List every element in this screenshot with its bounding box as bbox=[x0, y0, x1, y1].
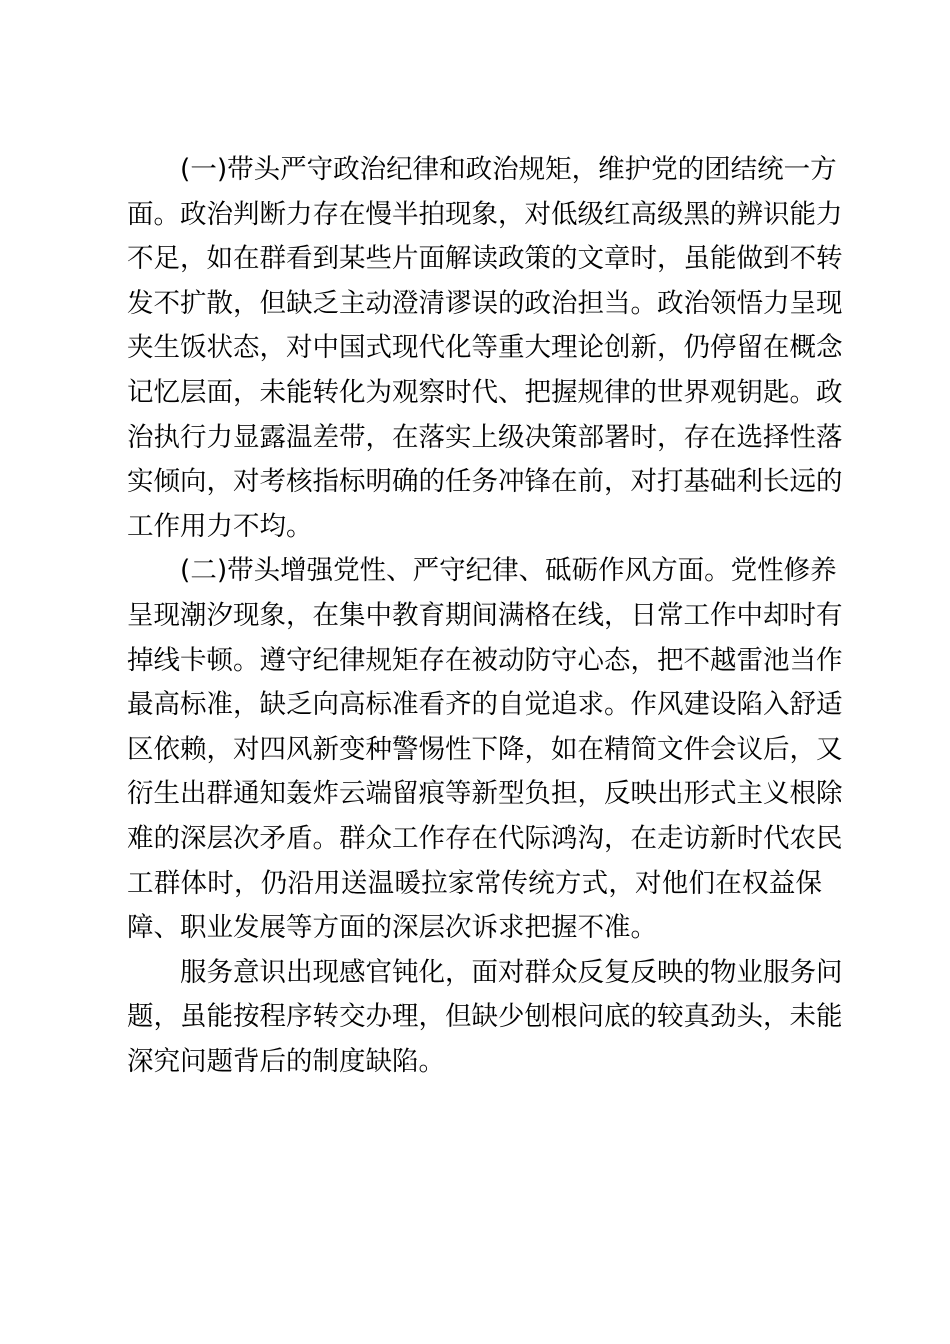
text-line: (二)带头增强党性、严守纪律、砥砺作风方面。党性修养 bbox=[180, 555, 837, 587]
text-line: 工作用力不均。 bbox=[127, 510, 313, 542]
text-line: 题，虽能按程序转交办理，但缺少刨根问底的较真劲头，未能 bbox=[127, 1001, 843, 1033]
text-line: 深究问题背后的制度缺陷。 bbox=[127, 1045, 445, 1077]
paragraph-2 bbox=[127, 549, 843, 950]
text-line: 实倾向，对考核指标明确的任务冲锋在前，对打基础利长远的 bbox=[127, 466, 843, 498]
text-line: 服务意识出现感官钝化，面对群众反复反映的物业服务问 bbox=[180, 956, 843, 988]
text-line: 区依赖，对四风新变种警惕性下降，如在精简文件会议后，又 bbox=[127, 733, 843, 765]
text-line: 夹生饭状态，对中国式现代化等重大理论创新，仍停留在概念 bbox=[127, 332, 843, 364]
text-line: 记忆层面，未能转化为观察时代、把握规律的世界观钥匙。政 bbox=[127, 376, 843, 408]
text-line: 衍生出群通知轰炸云端留痕等新型负担，反映出形式主义根除 bbox=[127, 778, 843, 810]
text-line: 最高标准，缺乏向高标准看齐的自觉追求。作风建设陷入舒适 bbox=[127, 689, 843, 721]
text-line: 面。政治判断力存在慢半拍现象，对低级红高级黑的辨识能力 bbox=[127, 198, 843, 230]
text-line: 发不扩散，但缺乏主动澄清谬误的政治担当。政治领悟力呈现 bbox=[127, 287, 843, 319]
text-line: 掉线卡顿。遵守纪律规矩存在被动防守心态，把不越雷池当作 bbox=[127, 644, 843, 676]
paragraph-1 bbox=[127, 148, 843, 549]
text-line: 难的深层次矛盾。群众工作存在代际鸿沟，在走访新时代农民 bbox=[127, 822, 843, 854]
document-body bbox=[127, 148, 843, 1084]
text-line: 不足，如在群看到某些片面解读政策的文章时，虽能做到不转 bbox=[127, 243, 843, 275]
text-line: 障、职业发展等方面的深层次诉求把握不准。 bbox=[127, 912, 657, 944]
text-line: 治执行力显露温差带，在落实上级决策部署时，存在选择性落 bbox=[127, 421, 843, 453]
paragraph-3 bbox=[127, 951, 843, 1085]
text-line: 呈现潮汐现象，在集中教育期间满格在线，日常工作中却时有 bbox=[127, 599, 843, 631]
text-line: 工群体时，仍沿用送温暖拉家常传统方式，对他们在权益保 bbox=[127, 867, 822, 899]
text-line: (一)带头严守政治纪律和政治规矩，维护党的团结统一方 bbox=[180, 154, 837, 185]
